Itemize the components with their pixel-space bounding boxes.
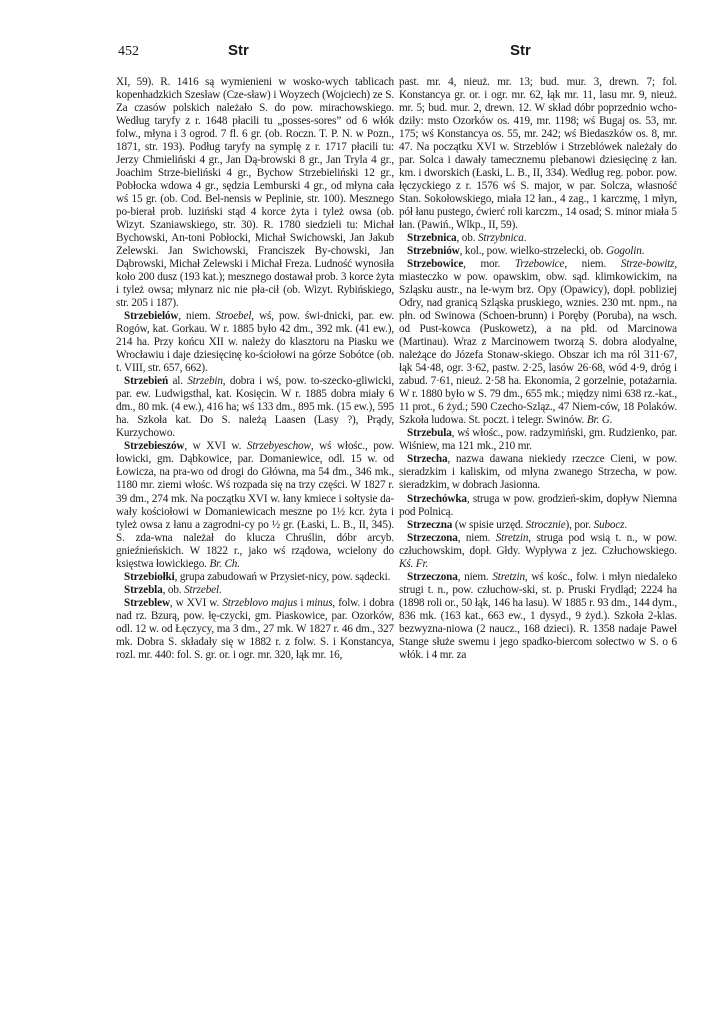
entry-text: , folw. i dobra nad rz. Bzurą, pow. łę-czycki, gm. Piaskowice, par. Ozorków, odl. 12 w. od Łęczycy, ma 3 dm., 27 mk. W 1827 r. 46 dm., 327 mk. Dobra S. składały się w 1882 r. z folw. S. i Konstancya, rozl. mr. 440: fol. S. gr. or. i ogr. mr. 320, łąk mr. 16, <box>116 596 394 661</box>
entry-connector: i <box>297 596 307 609</box>
foreign-name: minus <box>306 596 333 609</box>
foreign-name: Strzebyeschow <box>246 440 311 453</box>
dictionary-entry <box>116 440 394 570</box>
foreign-name: Strzebin <box>187 375 223 388</box>
entry-lead: , mor. <box>463 258 515 271</box>
entry-text: Cieni, w pow. sieradzkim i kaliskim, od młyna zwanego Strzecha, w pow. sieradzkim, w dobrach Jasionna. <box>399 453 677 492</box>
entry-headword: Strzebiołki <box>124 570 175 583</box>
entry-text: i młyn niedaleko strugi t. n., pow. człuchow-ski, st. p. Pruski Frydląd; 2224 ha (1898 roli or., 50 łąk, 146 ha lasu). W 1885 r. 93 dm., 144 dym., 836 mk. (163 kat., 663 ew., 1 dysyd., 9 żyd.). Szkoła 2-klas. bezwyzna-niowa (2 naucz., 168 dzieci). R. 1358 nadaje Paweł Stange służe swemu i jego spadko-biercom sołectwo w S. o 6 włók. i 4 mr. za <box>399 570 677 661</box>
entry-connector: , dobra i wś, pow. to- <box>222 375 323 388</box>
left-column <box>116 76 394 662</box>
entry-lead: , ob. <box>162 583 185 596</box>
dictionary-entry <box>399 232 677 245</box>
dictionary-entry <box>116 571 394 584</box>
running-header <box>118 44 678 64</box>
entry-lead: , kol., pow. wielko-strzelecki, ob. <box>459 245 607 258</box>
entry-text: nicy, pow. sądecki. <box>308 570 391 583</box>
foreign-name: Stroebel <box>215 310 252 323</box>
continued-text <box>116 76 394 310</box>
entry-connector: ), por. <box>565 518 594 531</box>
entry-connector: , <box>310 440 320 453</box>
foreign-name: Stretzin <box>495 531 529 544</box>
entry-connector: , struga pod <box>528 531 591 544</box>
dictionary-entry <box>399 245 677 258</box>
page-number: 452 <box>118 44 139 59</box>
entry-connector: , <box>251 310 260 323</box>
foreign-name: Strze-bowitz <box>620 258 675 271</box>
entry-headword: Strzebla <box>124 583 163 596</box>
author-signature: Kś. Fr. <box>399 557 429 570</box>
entry-lead: , grupa zabudowań w Przysiet- <box>174 570 309 583</box>
entry-headword: Strzechówka <box>407 492 467 505</box>
dictionary-entry <box>116 375 394 440</box>
dictionary-entry <box>399 532 677 571</box>
foreign-name: Stretzin <box>492 570 525 583</box>
entry-headword: Strzebielów <box>124 310 179 323</box>
foreign-name: Subocz <box>593 518 625 531</box>
entry-lead: , struga w pow. grodzień- <box>466 492 580 505</box>
author-signature: Br. G. <box>586 414 613 427</box>
dictionary-entry <box>116 310 394 375</box>
dictionary-entry <box>116 597 394 662</box>
right-column <box>399 76 677 662</box>
dictionary-entry <box>399 258 677 427</box>
foreign-name: Strzybnica <box>477 232 524 245</box>
dictionary-entry <box>399 519 677 532</box>
entry-headword: Strzebula <box>407 427 452 440</box>
entry-headword: Strzeczona <box>407 570 458 583</box>
entry-text: wś, pow. świ-dnicki, par. ew. Rogów, kat. Gorkau. W r. 1885 było 42 dm., 392 mk. (41 ew.), 214 ha. Przy końcu XII w. należy do klasztoru na Piasku we Wrocławiu i daje dziesięcinę ko-ściołowi na górze Sobótce (ob. t. VIII, str. 657, 662). <box>116 310 394 375</box>
entry-lead: , niem. <box>457 570 493 583</box>
entry-connector: , niem. <box>564 258 621 271</box>
entry-lead: (w spisie urzęd. <box>452 518 526 531</box>
entry-text: skim, dopływ Niemna pod Polnicą. <box>399 492 677 518</box>
entry-lead: , niem. <box>457 531 496 544</box>
entry-text: wś włośc., pow. łowicki, gm. Dąbkowice, par. Domaniewice, odl. 15 w. od Łowicza, na pra-wo od drogi do Główna, ma 54 dm., 346 mk., 1180 mr. ziemi włośc. Wś rozpada się na trzy części. W 1827 r. 39 dm., 274 mk. Na początku XVI w. łany kmiece i sołtysie da-wały kościołowi w Domaniewicach meszne po 1½ kcr. żyta i tyleż owsa z łanu a zagrodni-cy po ½ gr. (Łaski, L. B., II, 345). S. zda-wna należał do klucza Chruślin, dóbr arcyb. gnieźnieńskich. W 1822 r., jako wś rządowa, wcielony do księstwa łowickiego. <box>116 440 394 570</box>
foreign-name: Strzebel <box>184 583 219 596</box>
entry-headword: Strzebieszów <box>124 440 185 453</box>
dictionary-entry <box>399 493 677 519</box>
entry-lead: , niem. <box>178 310 216 323</box>
entry-connector: . <box>523 232 527 245</box>
dictionary-entry <box>116 584 394 597</box>
entry-connector: . <box>641 245 645 258</box>
author-signature: Br. Ch. <box>209 557 240 570</box>
entry-lead: , wś włośc., pow. radzymiński, <box>451 427 589 440</box>
foreign-name: Strocznie <box>525 518 566 531</box>
entry-lead: al. <box>168 375 188 388</box>
dictionary-entry <box>399 571 677 662</box>
right-running-title: Str <box>510 42 531 59</box>
dictionary-entry <box>399 427 677 453</box>
entry-lead: , w XVI w. <box>184 440 247 453</box>
entry-lead: , ob. <box>456 232 478 245</box>
entry-lead: , w XVI w. <box>169 596 223 609</box>
entry-text: past. mr. 4, nieuż. mr. 13; bud. mur. 3, drewn. 7; fol. Konstancya gr. or. i ogr. mr. 62, łąk mr. 11, lasu mr. 9, nieuż. mr. 5; bud. mur. 2, drewn. 12. W skład dóbr poprzednio wcho-dziły: msto Ozorków os. 419, mr. 1198; wś Bugaj os. 53, mr. 175; wś Konstancya os. 55, mr. 242; wś Biedaszków os. 8, mr. 47. Na początku XVI w. Strzeblów i Strzeblówek należały do par. Solca i dawały tamecznemu plebanowi dziesięcinę z łan. km. i dworskich (Łaski, L. B., II, 334). Według reg. pobor. pow. łęczyckiego z r. 1576 wś S. major, w par. Solcza, własność Stan. Sokołowskiego, miała 12 łan., 4 zag., 1 karczmę, 1 młyn, pół łanu pustego, ćwierć roli karczm., 14 osad; S. minor miała 5 łan. (Pawiń., Wlkp., II, 59). <box>399 76 677 232</box>
entry-connector: , wś kośc., folw. <box>524 570 602 583</box>
entry-headword: Strzebnica <box>407 232 457 245</box>
foreign-name: Trzebowice <box>514 258 565 271</box>
entry-headword: Strzeczna <box>407 518 453 531</box>
entry-headword: Strzecha <box>407 453 448 466</box>
entry-text: szecko-gliwicki, par. ew. Ludwigsthal, kat. Kosięcin. W r. 1885 dobra miały 6 dm., 80 mk. (4 ew.), 416 ha; wś 133 dm., 895 mk. (15 ew.), 595 ha. Szkoła kat. Do S. należą Laasen (Lasy ?), Prądy, Kurzychowo. <box>116 375 395 440</box>
entry-text: gm. Rudzienko, par. Wiśniew, ma 121 mk., 210 mr. <box>399 427 677 453</box>
entry-text: , miasteczko w pow. opawskim, obw. sąd. klimkowickim, na Szląsku austr., na le-wym brz. Opy (Opawicy), dopł. pobliziej Odry, nad granicą Szląska pruskiego, wznies. 230 mt. npm., na płn. od Swinowa (Schoen-brunn) i Poręby (Poruba), na wsch. od Pust-kowca (Puskowetz), a na płd. od Marcinowa (Martinau). Wraz z Marcinowem tworzą S. dobra alodyalne, należące do Józefa Stonaw-skiego. Obszar ich ma ról 311·67, łąk 54·48, ogr. 3·62, pastw. 2·25, lasów 26·68, wód 4·9, dróg i zabud. 7·61, nieuż. 2·58 ha. Ekonomia, 2 gorzelnie, potażarnia. W r. 1880 było w S. 79 dm., 655 mk.; między nimi 638 rz.-kat., 11 prot., 6 żyd.; 590 Czecho-Szląz., 47 Niem-ców, 18 Polaków. Szkoła ludowa. St. poczt. i telegr. Swinów. <box>399 258 678 427</box>
entry-text: wsią t. n., w pow. człuchowskim, dopł. Głdy. Wypływa z jez. Człuchowskiego. <box>399 531 677 557</box>
entry-lead: , nazwa dawana niekiedy rzeczce <box>447 453 611 466</box>
entry-text: . <box>624 518 628 531</box>
entry-headword: Strzebowice <box>407 258 464 271</box>
continued-text <box>399 76 677 232</box>
dictionary-entry <box>399 453 677 492</box>
foreign-name: Strzeblovo majus <box>222 596 298 609</box>
entry-text: XI, 59). R. 1416 są wymienieni w wosko-wych tablicach kopenhadzkich Szesław (Cze-sław) i Woyzech (Wojciech) ze S. Za czasów polskich należało S. do pow. mirachowskiego. Według taryfy z r. 1648 płacili tu „posses-sores” od 6 włók folw., młyna i 3 ogrod. 7 fl. 6 gr. (ob. Roczn. T. P. N. w Pozn., 1871, str. 193). Podług taryfy na symplę z r. 1717 płacili tu: Jerzy Chmieliński 4 gr., Jan Dą-browski 8 gr., Jan Tryla 4 gr., Joachim Strze-bieliński 4 gr., Bychow Strzebieliński 12 gr., Pobłocka wdowa 4 gr., sędzia Lemburski 4 gr., od młyna cała wś 15 gr. (ob. Cod. Bel-nensis w Peplinie, str. 100). Mesznego po-bierał prob. luziński stąd 4 korce żyta i tyleż owsa (ob. Wizyt. Szaniawskiego, str. 30). R. 1780 siedzieli tu: Michał Bychowski, An-toni Pobłocki, Michał Swichowski, Jan Jakub Zelewski. Jan Swichowski, Franciszek By-chowski, Jan Dąbrowski, Michał Zelewski i Michał Freza. Ludność wynosiła koło 200 dusz (193 kat.); mesznego dostawał prob. 3 korce żyta i tyleż owsa; młynarz nic nie pła-cił (ob. Wizyt. Rybińskiego, str. 205 i 187). <box>116 76 394 310</box>
entry-headword: Strzebień <box>124 375 169 388</box>
entry-headword: Strzeblew <box>124 596 170 609</box>
entry-connector: . <box>218 583 222 596</box>
entry-headword: Strzebniów <box>407 245 460 258</box>
foreign-name: Gogolin <box>606 245 642 258</box>
entry-headword: Strzeczona <box>407 531 458 544</box>
left-running-title: Str <box>228 42 249 59</box>
